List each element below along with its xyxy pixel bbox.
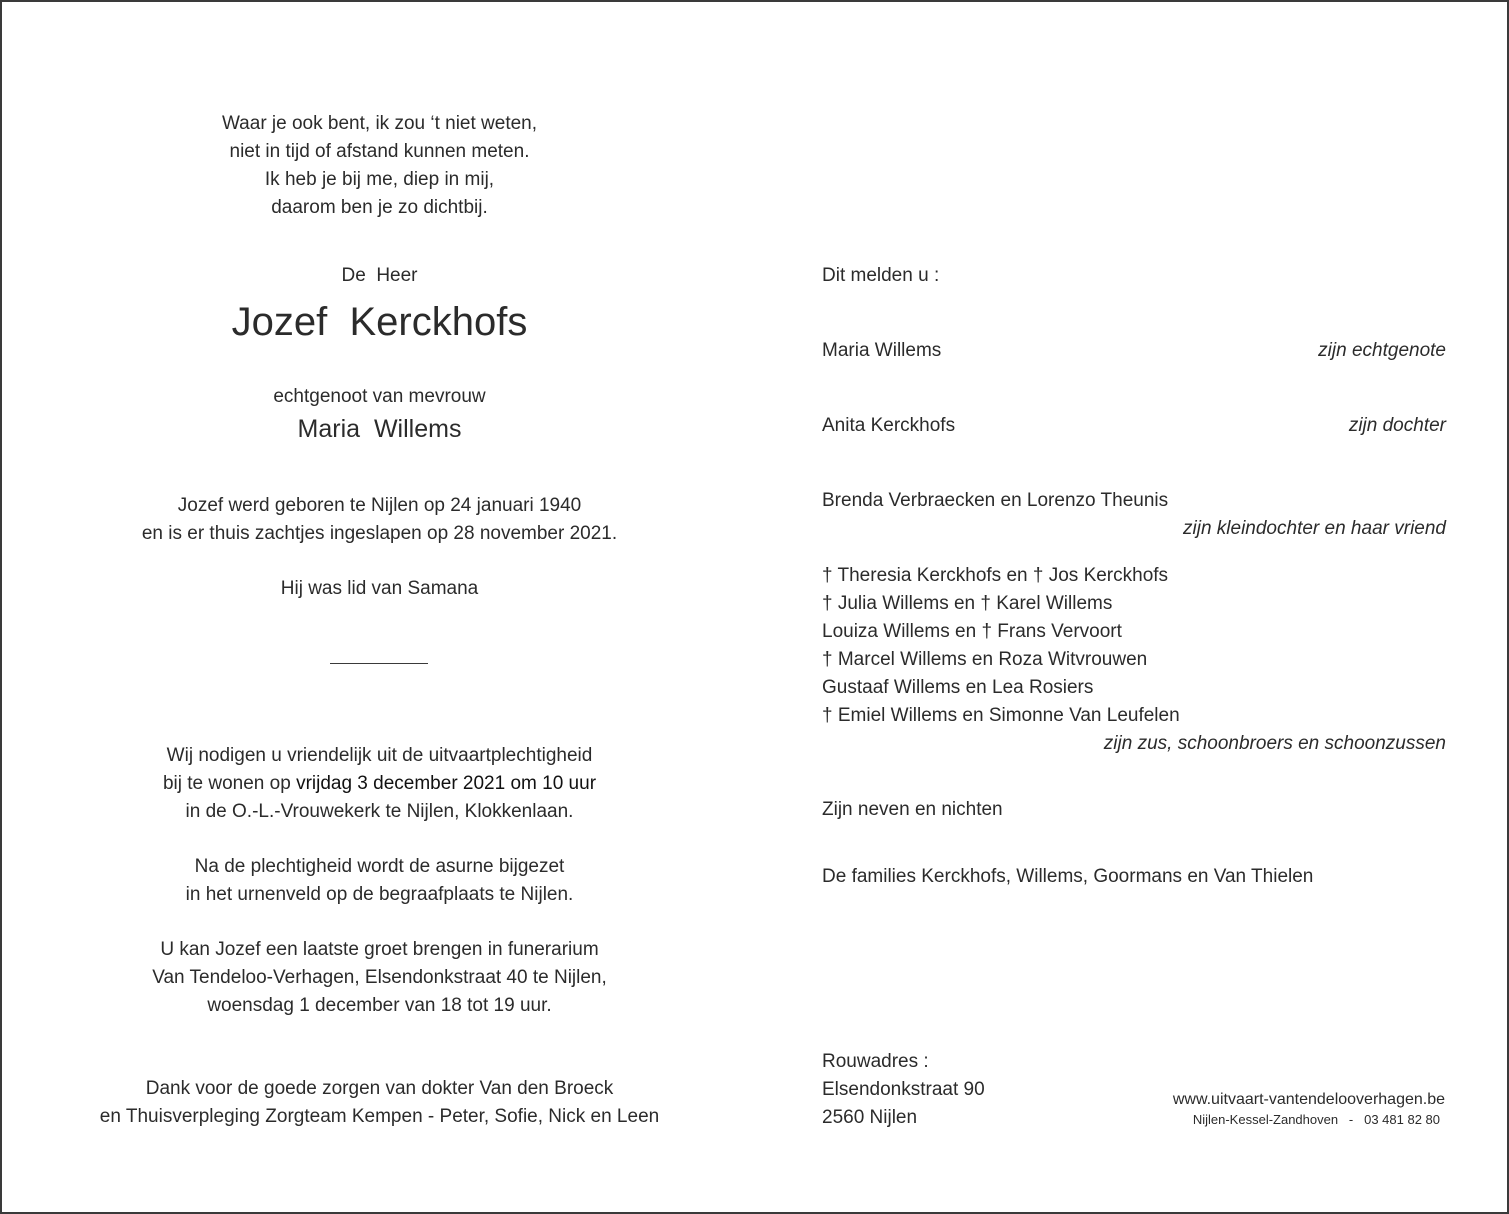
invitation-line: Wij nodigen u vriendelijk uit de uitvaartplechtigheid (166, 745, 593, 766)
invitation-line: in de O.-L.-Vrouwekerk te Nijlen, Klokkenlaan. (185, 801, 574, 822)
invitation-line (42, 770, 717, 798)
address-label: Rouwadres : (822, 1051, 929, 1072)
urn-info (42, 853, 717, 909)
divider (330, 663, 428, 664)
siblings-relation: zijn zus, schoonbroers en schoonzussen (1103, 733, 1446, 754)
sibling-line: † Emiel Willems en Simonne Van Leufelen (822, 705, 1180, 726)
spouse-name: Maria Willems (297, 415, 462, 443)
deceased-name: Jozef Kerckhofs (231, 300, 528, 344)
relative-name: Maria Willems (822, 340, 942, 361)
ceremony-datetime: vrijdag 3 december 2021 om 10 uur (296, 773, 597, 794)
funeral-home-contact: Nijlen-Kessel-Zandhoven - 03 481 82 80 (1192, 1112, 1440, 1127)
urn-line: in het urnenveld op de begraafplaats te Nijlen. (185, 884, 574, 905)
cousins-line: Zijn neven en nichten (822, 799, 1003, 820)
relative-row (822, 487, 1446, 543)
poem (42, 110, 717, 222)
mourning-address (822, 1048, 985, 1132)
thanks-line: en Thuisverpleging Zorgteam Kempen - Peter, Sofie, Nick en Leen (99, 1106, 660, 1127)
address-street: Elsendonkstraat 90 (822, 1079, 985, 1100)
sibling-line: † Julia Willems en † Karel Willems (822, 593, 1113, 614)
announce-heading: Dit melden u : (822, 265, 940, 286)
sibling-line: † Theresia Kerckhofs en † Jos Kerckhofs (822, 565, 1169, 586)
invitation-prefix: bij te wonen op (162, 773, 297, 794)
relative-row (822, 412, 1446, 440)
poem-line: Ik heb je bij me, diep in mij, (264, 169, 495, 190)
visitation-info (42, 936, 717, 1020)
sibling-line: Gustaaf Willems en Lea Rosiers (822, 677, 1094, 698)
thanks-line: Dank voor de goede zorgen van dokter Van den Broeck (145, 1078, 614, 1099)
relative-relation: zijn kleindochter en haar vriend (1183, 518, 1446, 539)
relative-relation: zijn echtgenote (1318, 340, 1446, 361)
visitation-line: woensdag 1 december van 18 tot 19 uur. (207, 995, 552, 1016)
urn-line: Na de plechtigheid wordt de asurne bijgezet (194, 856, 565, 877)
siblings-list (822, 562, 1446, 758)
families-line: De families Kerckhofs, Willems, Goormans en Van Thielen (822, 866, 1314, 887)
birth-info (42, 492, 717, 548)
invitation (42, 742, 717, 826)
relative-name: Anita Kerckhofs (822, 415, 956, 436)
visitation-line: Van Tendeloo-Verhagen, Elsendonkstraat 40 te Nijlen, (152, 967, 607, 988)
birth-line: Jozef werd geboren te Nijlen op 24 januari 1940 (177, 495, 582, 516)
poem-line: niet in tijd of afstand kunnen meten. (229, 141, 530, 162)
visitation-line: U kan Jozef een laatste groet brengen in funerarium (160, 939, 599, 960)
membership: Hij was lid van Samana (280, 578, 479, 599)
birth-line: en is er thuis zachtjes ingeslapen op 28 november 2021. (141, 523, 618, 544)
address-city: 2560 Nijlen (822, 1107, 918, 1128)
relative-relation: zijn dochter (1348, 415, 1446, 436)
spouse-intro: echtgenoot van mevrouw (273, 386, 486, 407)
sibling-line: Louiza Willems en † Frans Vervoort (822, 621, 1122, 642)
funeral-home-website[interactable]: www.uitvaart-vantendelooverhagen.be (1172, 1091, 1445, 1108)
relative-name: Brenda Verbraecken en Lorenzo Theunis (822, 490, 1169, 511)
sibling-line: † Marcel Willems en Roza Witvrouwen (822, 649, 1148, 670)
relative-row (822, 337, 1446, 365)
thanks (42, 1075, 717, 1131)
title-prefix: De Heer (341, 265, 418, 286)
poem-line: daarom ben je zo dichtbij. (271, 197, 488, 218)
poem-line: Waar je ook bent, ik zou ‘t niet weten, (221, 113, 538, 134)
